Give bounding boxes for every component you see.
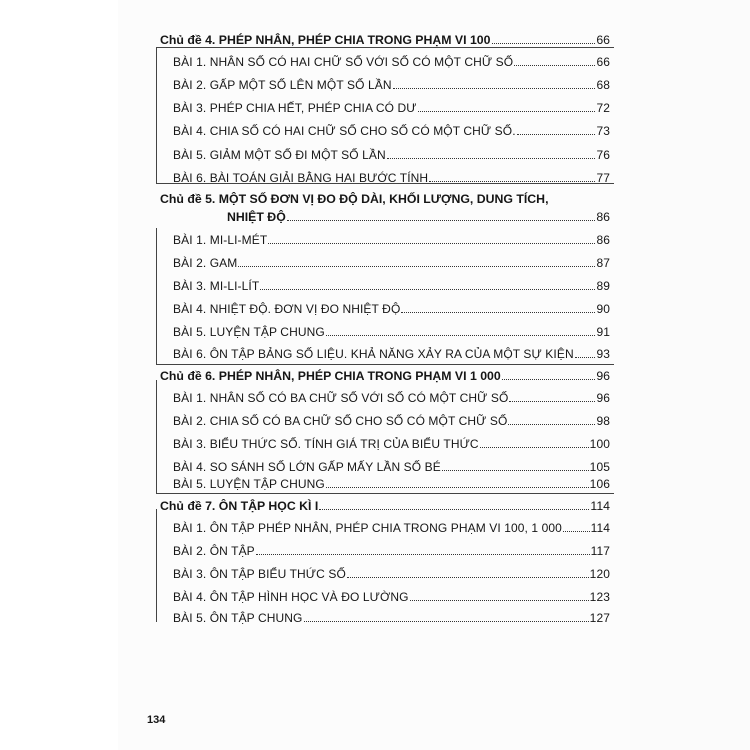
vertical-rule — [156, 228, 157, 364]
lesson-title: BÀI 3. ÔN TẬP BIỂU THỨC SỐ — [173, 567, 346, 581]
dot-leader — [480, 447, 589, 448]
lesson-title: BÀI 2. CHIA SỐ CÓ BA CHỮ SỐ CHO SỐ CÓ MỘT CHỮ SỐ — [173, 414, 508, 428]
dot-leader — [509, 401, 595, 402]
lesson-title: BÀI 3. BIỂU THỨC SỐ. TÍNH GIÁ TRỊ CỦA BIỂU THỨC — [173, 437, 479, 451]
dot-leader — [287, 220, 596, 221]
dot-leader — [502, 379, 596, 380]
page-ref: 76 — [596, 148, 610, 162]
toc-lesson-row — [173, 544, 610, 558]
vertical-rule — [156, 380, 157, 493]
lesson-title: BÀI 6. BÀI TOÁN GIẢI BẰNG HAI BƯỚC TÍNH — [173, 171, 429, 185]
page-ref: 86 — [596, 233, 610, 247]
dot-leader — [268, 243, 595, 244]
dot-leader — [256, 554, 590, 555]
page-ref: 105 — [589, 460, 610, 474]
dot-leader — [492, 43, 596, 44]
toc-lesson-row — [173, 391, 610, 405]
toc-chapter-row — [160, 499, 610, 513]
toc-chapter-row — [160, 192, 548, 206]
page-ref: 90 — [596, 302, 610, 316]
toc-lesson-row — [173, 55, 610, 69]
lesson-title: BÀI 5. LUYỆN TẬP CHUNG — [173, 477, 325, 491]
toc-lesson-row — [173, 171, 610, 185]
toc-lesson-row — [173, 279, 610, 293]
toc-lesson-row — [173, 611, 610, 625]
page-ref: 66 — [596, 33, 610, 47]
page-ref: 96 — [596, 391, 610, 405]
toc-lesson-row — [173, 521, 610, 535]
page-ref: 123 — [589, 590, 610, 604]
page-ref: 91 — [596, 325, 610, 339]
dot-leader — [429, 181, 595, 182]
lesson-title: BÀI 5. LUYỆN TẬP CHUNG — [173, 325, 325, 339]
lesson-title: BÀI 4. NHIỆT ĐỘ. ĐƠN VỊ ĐO NHIỆT ĐỘ — [173, 302, 401, 316]
page-ref: 77 — [596, 171, 610, 185]
rule-line — [156, 364, 614, 365]
dot-leader — [304, 621, 589, 622]
dot-leader — [575, 357, 596, 358]
lesson-title: BÀI 1. ÔN TẬP PHÉP NHÂN, PHÉP CHIA TRONG PHẠM VI 100, 1 000 — [173, 521, 562, 535]
chapter-title: Chủ đề 6. PHÉP NHÂN, PHÉP CHIA TRONG PHẠM VI 1 000 — [160, 369, 501, 383]
rule-line — [156, 47, 614, 48]
toc-lesson-row — [173, 302, 610, 316]
dot-leader — [347, 577, 589, 578]
page-ref: 86 — [596, 210, 610, 224]
page-ref: 117 — [590, 544, 610, 558]
page-ref: 100 — [589, 437, 610, 451]
toc-lesson-row — [173, 477, 610, 491]
lesson-title: BÀI 1. NHÂN SỐ CÓ HAI CHỮ SỐ VỚI SỐ CÓ MỘT CHỮ SỐ — [173, 55, 514, 69]
dot-leader — [517, 134, 596, 135]
page-ref: 93 — [596, 347, 610, 361]
toc-lesson-row — [173, 101, 610, 115]
page-ref: 120 — [589, 567, 610, 581]
chapter-title-continuation: NHIỆT ĐỘ — [227, 210, 286, 224]
lesson-title: BÀI 2. GẤP MỘT SỐ LÊN MỘT SỐ LẦN — [173, 78, 392, 92]
page-ref: 114 — [590, 521, 610, 535]
lesson-title: BÀI 4. ÔN TẬP HÌNH HỌC VÀ ĐO LƯỜNG — [173, 590, 409, 604]
toc-lesson-row — [173, 414, 610, 428]
lesson-title: BÀI 6. ÔN TẬP BẢNG SỐ LIỆU. KHẢ NĂNG XẢY RA CỦA MỘT SỰ KIỆN — [173, 347, 574, 361]
lesson-title: BÀI 3. MI-LI-LÍT — [173, 279, 260, 293]
toc-lesson-row — [173, 233, 610, 247]
toc-lesson-row — [173, 347, 610, 361]
page-ref: 106 — [589, 477, 610, 491]
page-ref: 66 — [596, 55, 610, 69]
lesson-title: BÀI 5. ÔN TẬP CHUNG — [173, 611, 303, 625]
lesson-title: BÀI 4. SO SÁNH SỐ LỚN GẤP MẤY LẦN SỐ BÉ — [173, 460, 441, 474]
page-ref: 96 — [596, 369, 610, 383]
chapter-title: Chủ đề 5. MỘT SỐ ĐƠN VỊ ĐO ĐỘ DÀI, KHỐI LƯỢNG, DUNG TÍCH, — [160, 192, 549, 206]
dot-leader — [326, 487, 589, 488]
toc-lesson-row — [173, 256, 610, 270]
dot-leader — [326, 335, 596, 336]
toc-lesson-row — [173, 148, 610, 162]
toc-chapter-row — [227, 210, 610, 224]
dot-leader — [514, 65, 595, 66]
dot-leader — [387, 158, 596, 159]
toc-lesson-row — [173, 460, 610, 474]
toc-lesson-row — [173, 590, 610, 604]
page-ref: 98 — [596, 414, 610, 428]
chapter-title: Chủ đề 7. ÔN TẬP HỌC KÌ I — [160, 499, 319, 513]
page-margin — [0, 0, 128, 750]
toc-lesson-row — [173, 78, 610, 92]
page-ref: 114 — [590, 499, 610, 513]
dot-leader — [410, 600, 589, 601]
page-ref: 72 — [596, 101, 610, 115]
lesson-title: BÀI 1. MI-LI-MÉT — [173, 233, 268, 247]
page-number: 134 — [147, 714, 166, 726]
vertical-rule — [156, 509, 157, 622]
dot-leader — [563, 531, 590, 532]
dot-leader — [418, 111, 596, 112]
toc-chapter-row — [160, 33, 610, 47]
lesson-title: BÀI 3. PHÉP CHIA HẾT, PHÉP CHIA CÓ DƯ — [173, 101, 417, 115]
dot-leader — [508, 424, 595, 425]
dot-leader — [401, 312, 595, 313]
lesson-title: BÀI 5. GIẢM MỘT SỐ ĐI MỘT SỐ LẦN — [173, 148, 386, 162]
toc-lesson-row — [173, 325, 610, 339]
lesson-title: BÀI 2. GAM — [173, 256, 238, 270]
dot-leader — [442, 470, 589, 471]
dot-leader — [319, 509, 589, 510]
toc-lesson-row — [173, 567, 610, 581]
rule-line — [156, 493, 614, 494]
lesson-title: BÀI 4. CHIA SỐ CÓ HAI CHỮ SỐ CHO SỐ CÓ MỘT CHỮ SỐ. — [173, 124, 516, 138]
dot-leader — [238, 266, 595, 267]
chapter-title: Chủ đề 4. PHÉP NHÂN, PHÉP CHIA TRONG PHẠM VI 100 — [160, 33, 491, 47]
toc-chapter-row — [160, 369, 610, 383]
vertical-rule — [156, 47, 157, 183]
dot-leader — [393, 88, 596, 89]
page-ref: 73 — [596, 124, 610, 138]
lesson-title: BÀI 2. ÔN TẬP — [173, 544, 255, 558]
toc-lesson-row — [173, 437, 610, 451]
toc-lesson-row — [173, 124, 610, 138]
page-ref: 87 — [596, 256, 610, 270]
page-ref: 68 — [596, 78, 610, 92]
page-ref: 127 — [589, 611, 610, 625]
page-ref: 89 — [596, 279, 610, 293]
dot-leader — [260, 289, 595, 290]
lesson-title: BÀI 1. NHÂN SỐ CÓ BA CHỮ SỐ VỚI SỐ CÓ MỘT CHỮ SỐ — [173, 391, 509, 405]
